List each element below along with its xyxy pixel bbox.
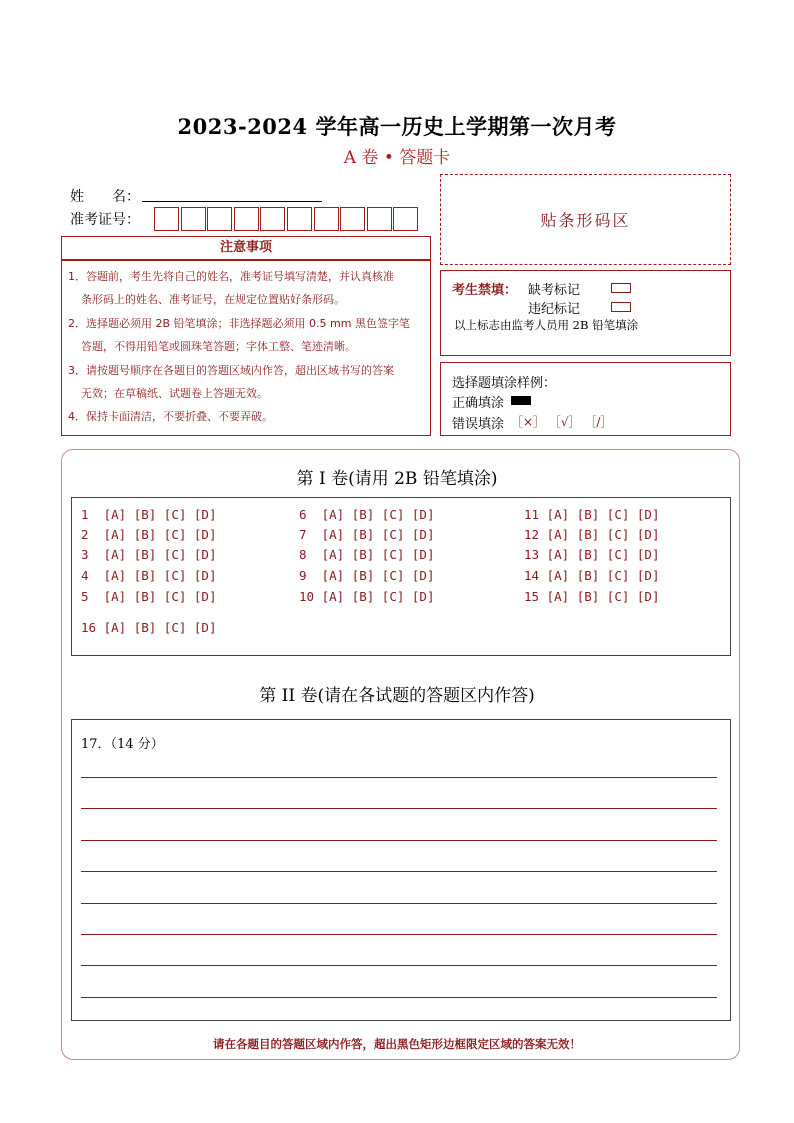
flags-note: 以上标志由监考人员用 2B 铅笔填涂 (454, 318, 639, 332)
choice-question[interactable] (524, 589, 659, 604)
id-digit-cell[interactable] (393, 207, 418, 231)
option-bubbles[interactable]: [A] [B] [C] [D] (96, 568, 217, 583)
question-number: 11 (524, 507, 540, 522)
option-bubbles[interactable]: [A] [B] [C] [D] (314, 527, 435, 542)
choice-question[interactable] (299, 589, 434, 604)
correct-fill-example (511, 396, 531, 405)
id-digit-cell[interactable] (181, 207, 206, 231)
sample-box (440, 362, 731, 436)
violation-checkbox[interactable] (611, 302, 631, 312)
page-title: 2023-2024 学年高一历史上学期第一次月考 (177, 114, 617, 139)
option-bubbles[interactable]: [A] [B] [C] [D] (96, 547, 217, 562)
page-subtitle: A 卷 • 答题卡 (343, 148, 451, 168)
choice-question[interactable] (81, 507, 216, 522)
violation-label: 违纪标记 (528, 302, 581, 317)
option-bubbles[interactable]: [A] [B] [C] [D] (314, 547, 435, 562)
notice-line: 1．答题前，考生先将自己的姓名，准考证号填写清楚，并认真核准 (68, 270, 394, 283)
choice-question[interactable] (524, 547, 659, 562)
choice-question[interactable] (524, 527, 659, 542)
id-cells[interactable] (154, 207, 420, 231)
choice-question[interactable] (299, 527, 434, 542)
wrong-marks: ［×］ ［√］ ［/］ (511, 415, 613, 429)
choice-box (71, 497, 731, 656)
question-number: 13 (524, 547, 540, 562)
option-bubbles[interactable]: [A] [B] [C] [D] (539, 527, 660, 542)
barcode-label: 贴条形码区 (540, 211, 631, 230)
wrong-label: 错误填涂 (452, 417, 505, 432)
question-number: 2 (81, 527, 97, 542)
choice-question[interactable] (81, 527, 216, 542)
choice-question[interactable] (524, 568, 659, 583)
option-bubbles[interactable]: [A] [B] [C] [D] (539, 589, 660, 604)
question-number: 12 (524, 527, 540, 542)
choice-question[interactable] (524, 507, 659, 522)
question-number: 4 (81, 568, 97, 583)
option-bubbles[interactable]: [A] [B] [C] [D] (96, 589, 217, 604)
flags-label: 考生禁填： (452, 283, 518, 298)
id-digit-cell[interactable] (154, 207, 179, 231)
absent-checkbox[interactable] (611, 283, 631, 293)
option-bubbles[interactable]: [A] [B] [C] [D] (539, 568, 660, 583)
question-number: 16 (81, 620, 97, 635)
question-number: 6 (299, 507, 315, 522)
question-number: 5 (81, 589, 97, 604)
option-bubbles[interactable]: [A] [B] [C] [D] (314, 589, 435, 604)
id-digit-cell[interactable] (287, 207, 312, 231)
answer-line (81, 934, 717, 935)
notice-heading: 注意事项 (61, 236, 431, 260)
answer-line (81, 871, 717, 872)
id-digit-cell[interactable] (234, 207, 259, 231)
id-digit-cell[interactable] (340, 207, 365, 231)
section1-title: 第 I 卷(请用 2B 铅笔填涂) (296, 469, 498, 489)
option-bubbles[interactable]: [A] [B] [C] [D] (539, 547, 660, 562)
sample-label: 选择题填涂样例： (452, 376, 557, 391)
choice-question[interactable] (81, 620, 216, 635)
question-number: 14 (524, 568, 540, 583)
question-number: 8 (299, 547, 315, 562)
answer-line (81, 997, 717, 998)
essay-box[interactable] (71, 719, 731, 1021)
option-bubbles[interactable]: [A] [B] [C] [D] (314, 507, 435, 522)
notice-line: 无效；在草稿纸、试题卷上答题无效。 (81, 387, 268, 401)
notice-line: 2．选择题必须用 2B 铅笔填涂；非选择题必须用 0.5 mm 黑色签字笔 (68, 316, 410, 330)
notice-line: 4．保持卡面清洁，不要折叠、不要弄破。 (68, 410, 273, 424)
absent-label: 缺考标记 (528, 283, 581, 298)
answer-line (81, 965, 717, 966)
question-number: 3 (81, 547, 97, 562)
footer-warning: 请在各题目的答题区域内作答，超出黑色矩形边框限定区域的答案无效！ (213, 1037, 581, 1051)
question-number: 15 (524, 589, 540, 604)
notice-line: 条形码上的姓名、准考证号，在规定位置贴好条形码。 (81, 293, 345, 307)
answer-line (81, 840, 717, 841)
flags-box (440, 270, 731, 356)
answer-line (81, 903, 717, 904)
choice-question[interactable] (299, 547, 434, 562)
notice-line: 3．请按题号顺序在各题目的答题区域内作答，超出区域书写的答案 (68, 363, 394, 377)
barcode-area (440, 174, 731, 265)
option-bubbles[interactable]: [A] [B] [C] [D] (96, 620, 217, 635)
notice-line: 答题，不得用铅笔或圆珠笔答题；字体工整、笔迹清晰。 (81, 340, 356, 354)
id-digit-cell[interactable] (207, 207, 232, 231)
id-digit-cell[interactable] (314, 207, 339, 231)
question-number: 1 (81, 507, 97, 522)
option-bubbles[interactable]: [A] [B] [C] [D] (96, 507, 217, 522)
id-digit-cell[interactable] (367, 207, 392, 231)
choice-question[interactable] (299, 507, 434, 522)
choice-question[interactable] (299, 568, 434, 583)
choice-question[interactable] (81, 568, 216, 583)
choice-question[interactable] (81, 589, 216, 604)
question-number: 7 (299, 527, 315, 542)
option-bubbles[interactable]: [A] [B] [C] [D] (96, 527, 217, 542)
id-label: 准考证号： (70, 212, 140, 228)
option-bubbles[interactable]: [A] [B] [C] [D] (539, 507, 660, 522)
id-digit-cell[interactable] (260, 207, 285, 231)
name-field[interactable] (142, 201, 322, 202)
name-label: 姓 名： (70, 189, 140, 205)
correct-label: 正确填涂 (452, 396, 505, 411)
question-17-label: 17．（14 分） (81, 737, 164, 752)
answer-line (81, 808, 717, 809)
option-bubbles[interactable]: [A] [B] [C] [D] (314, 568, 435, 583)
question-number: 10 (299, 589, 315, 604)
answer-line (81, 777, 717, 778)
choice-question[interactable] (81, 547, 216, 562)
section2-title: 第 II 卷(请在各试题的答题区内作答) (259, 686, 535, 706)
notice-body (61, 260, 431, 436)
question-number: 9 (299, 568, 315, 583)
